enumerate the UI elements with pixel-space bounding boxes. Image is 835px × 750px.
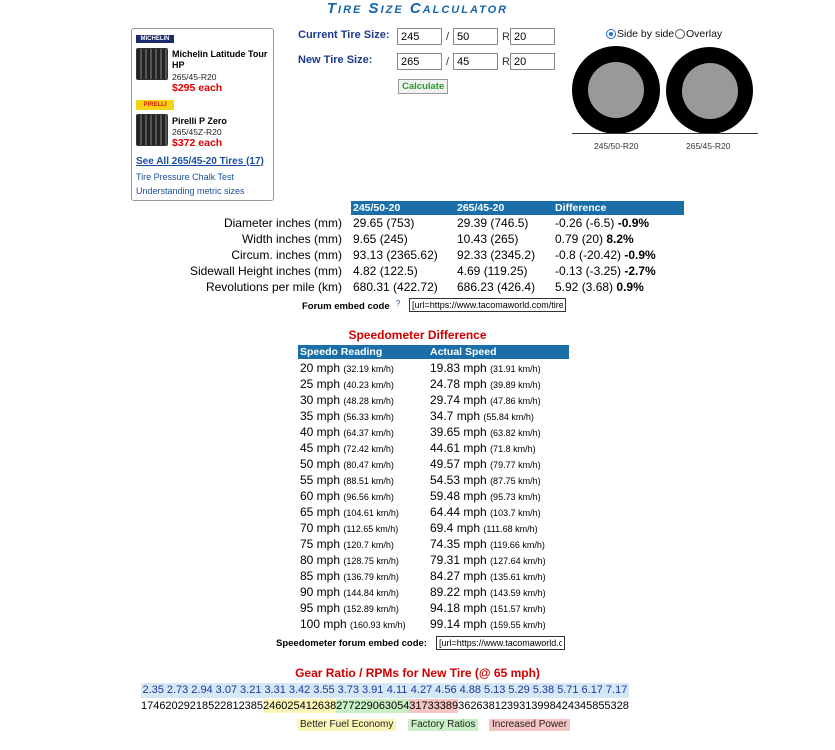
reading-kmh: (48.28 km/h) (343, 396, 394, 406)
difference-percent: 0.9% (616, 280, 644, 294)
reading-mph: 80 mph (300, 553, 341, 567)
reading-mph: 75 mph (300, 537, 341, 551)
reading-mph: 40 mph (300, 425, 341, 439)
actual-speed (430, 552, 546, 569)
actual-kmh: (31.91 km/h) (490, 364, 541, 374)
rpm-cell: 3931 (506, 700, 532, 712)
actual-kmh: (95.73 km/h) (490, 492, 541, 502)
row-label: Sidewall Height inches (mm) (189, 264, 342, 278)
reading-kmh: (88.51 km/h) (343, 476, 394, 486)
rpm-cell: 2281 (214, 700, 239, 712)
rpm-cell: 2385 (238, 700, 264, 712)
actual-mph: 69.4 mph (430, 521, 481, 535)
gear-ratio-cell: 5.71 (557, 684, 579, 696)
tire-comparison-visual (572, 44, 758, 158)
gear-ratio-title: Gear Ratio / RPMs for New Tire (@ 65 mph) (295, 666, 540, 680)
difference-percent: -2.7% (624, 264, 656, 278)
rpm-cell: 2185 (189, 700, 215, 712)
rpm-cell: 3998 (531, 700, 556, 712)
new-value: 29.39 (746.5) (457, 216, 529, 230)
speedo-reading (300, 552, 399, 569)
page-title: Tire Size Calculator (326, 0, 509, 17)
rpm-cell: 3812 (482, 700, 507, 712)
difference-percent: -0.9% (617, 216, 650, 230)
actual-mph: 79.31 mph (430, 553, 487, 567)
rpm-cell: 2541 (287, 700, 312, 712)
difference-amount: 0.79 (20) (555, 232, 604, 246)
reading-kmh: (136.79 km/h) (343, 572, 399, 582)
product-name[interactable]: Michelin Latitude Tour HP (172, 49, 268, 70)
gear-ratio-cell: 3.55 (313, 684, 335, 696)
current-value: 9.65 (245) (353, 232, 408, 246)
row-label: Width inches (mm) (241, 232, 342, 246)
new-rim-input[interactable] (510, 53, 555, 70)
new-value: 10.43 (265) (457, 232, 519, 246)
rpm-cell: 3054 (384, 700, 410, 712)
actual-mph: 64.44 mph (430, 505, 487, 519)
rpm-cell: 5328 (604, 700, 629, 712)
actual-mph: 34.7 mph (430, 409, 481, 423)
gear-ratio-cell: 4.88 (459, 684, 481, 696)
new-rim-shape (682, 63, 738, 119)
reading-kmh: (160.93 km/h) (350, 620, 406, 630)
reading-kmh: (96.56 km/h) (343, 492, 394, 502)
rpm-cell: 1746 (141, 700, 166, 712)
rpm-row (141, 699, 629, 713)
comparison-table-header (351, 201, 684, 215)
reading-mph: 95 mph (300, 601, 341, 615)
speedo-reading (300, 536, 394, 553)
speedo-reading (300, 600, 399, 617)
difference-amount: -0.8 (-20.42) (555, 248, 622, 262)
rpm-cell: 2460 (262, 700, 288, 712)
legend-factory-ratios: Factory Ratios (408, 719, 478, 731)
rpm-cell: 3173 (409, 700, 434, 712)
new-width-input[interactable] (397, 53, 442, 70)
actual-kmh: (159.55 km/h) (490, 620, 546, 630)
slash-separator: / (446, 31, 450, 43)
col-header-speedo: Speedo Reading (300, 346, 383, 358)
actual-mph: 84.27 mph (430, 569, 487, 583)
reading-kmh: (144.84 km/h) (343, 588, 399, 598)
speedo-reading (300, 616, 406, 633)
actual-kmh: (151.57 km/h) (490, 604, 546, 614)
product-name[interactable]: Pirelli P Zero (172, 116, 227, 126)
actual-kmh: (135.61 km/h) (490, 572, 546, 582)
actual-speed (430, 584, 546, 601)
speedo-reading (300, 520, 398, 537)
difference-percent: 8.2% (606, 232, 634, 246)
current-rim-shape (588, 62, 644, 118)
actual-speed (430, 600, 546, 617)
actual-mph: 54.53 mph (430, 473, 487, 487)
current-value: 680.31 (422.72) (353, 280, 438, 294)
product-sidebar (131, 28, 274, 201)
overlay-radio[interactable] (675, 28, 722, 40)
actual-mph: 74.35 mph (430, 537, 487, 551)
rpm-cell: 2772 (336, 700, 361, 712)
gear-ratio-cell: 2.94 (191, 684, 213, 696)
speedo-reading (300, 456, 394, 473)
difference-value (555, 279, 644, 295)
actual-mph: 94.18 mph (430, 601, 487, 615)
new-tire-caption: 265/45-R20 (686, 141, 731, 151)
side-by-side-radio[interactable] (606, 28, 674, 40)
rim-r-label: R (502, 31, 510, 43)
gear-ratio-cell: 3.21 (240, 684, 262, 696)
actual-speed (430, 488, 541, 505)
gear-ratio-cell: 3.91 (362, 684, 384, 696)
speedo-reading (300, 504, 399, 521)
gear-ratio-cell: 3.42 (288, 684, 311, 696)
speedo-reading (300, 392, 394, 409)
speedo-reading (300, 424, 394, 441)
actual-kmh: (79.77 km/h) (490, 460, 541, 470)
speedo-reading (300, 488, 394, 505)
actual-speed (430, 536, 545, 553)
forum-embed-input[interactable] (409, 298, 566, 312)
gear-ratio-cell: 4.11 (386, 684, 408, 696)
row-label: Revolutions per mile (km) (205, 280, 342, 294)
speedo-reading (300, 568, 399, 585)
reading-kmh: (120.7 km/h) (343, 540, 394, 550)
actual-kmh: (111.68 km/h) (483, 524, 538, 534)
rpm-cell: 2906 (360, 700, 385, 712)
actual-mph: 44.61 mph (430, 441, 487, 455)
current-tire-label: Current Tire Size: (298, 29, 390, 41)
actual-speed (430, 360, 541, 377)
product-price: $372 each (172, 137, 223, 149)
actual-mph: 29.74 mph (430, 393, 487, 407)
rpm-cell: 4585 (580, 700, 605, 712)
col-header-new: 265/45-20 (457, 202, 505, 214)
actual-kmh: (55.84 km/h) (483, 412, 534, 422)
new-aspect-input[interactable] (453, 53, 498, 70)
gear-ratio-cell: 3.07 (215, 684, 238, 696)
difference-percent: -0.9% (624, 248, 656, 262)
rpm-cell: 2638 (311, 700, 337, 712)
difference-value (555, 231, 634, 247)
gear-ratio-cell: 4.27 (410, 684, 433, 696)
current-width-input[interactable] (397, 28, 442, 45)
gear-ratio-cell: 3.73 (337, 684, 360, 696)
reading-kmh: (64.37 km/h) (343, 428, 394, 438)
gear-ratio-cell: 5.13 (483, 684, 506, 696)
reading-kmh: (112.65 km/h) (343, 524, 399, 534)
current-rim-input[interactable] (510, 28, 555, 45)
current-tire-caption: 245/50-R20 (594, 141, 639, 151)
tire-thumbnail-image[interactable] (136, 48, 168, 80)
pirelli-logo: PIRELLI (136, 100, 174, 110)
gear-ratio-cell: 2.73 (166, 684, 189, 696)
reading-kmh: (32.19 km/h) (343, 364, 394, 374)
new-value: 92.33 (2345.2) (457, 248, 536, 262)
actual-speed (430, 520, 538, 537)
actual-mph: 89.22 mph (430, 585, 487, 599)
speedo-table-header (298, 345, 569, 359)
metric-sizes-link[interactable]: Understanding metric sizes (136, 186, 245, 196)
reading-mph: 65 mph (300, 505, 341, 519)
forum-embed-label: Forum embed code (302, 301, 390, 312)
side-by-side-label: Side by side (617, 28, 675, 40)
actual-mph: 59.48 mph (430, 489, 487, 503)
radio-unselected-icon[interactable] (675, 29, 685, 39)
calculate-button[interactable]: Calculate (398, 79, 448, 94)
speedo-reading (300, 472, 394, 489)
gear-ratio-cell: 5.29 (508, 684, 530, 696)
gear-ratio-row (141, 683, 629, 698)
actual-speed (430, 424, 541, 441)
actual-kmh: (47.86 km/h) (490, 396, 541, 406)
gear-ratio-cell: 2.35 (142, 684, 164, 696)
speedo-embed-label: Speedometer forum embed code: (276, 638, 427, 649)
reading-kmh: (80.47 km/h) (343, 460, 394, 470)
new-tire-label: New Tire Size: (298, 54, 373, 66)
actual-mph: 39.65 mph (430, 425, 487, 439)
speedo-reading (300, 376, 394, 393)
reading-kmh: (72.42 km/h) (343, 444, 394, 454)
actual-kmh: (127.64 km/h) (490, 556, 546, 566)
rpm-cell: 3389 (433, 700, 459, 712)
gear-ratio-cell: 7.17 (605, 684, 628, 696)
michelin-logo: MICHELIN (136, 35, 174, 43)
reading-mph: 25 mph (300, 377, 341, 391)
new-value: 686.23 (426.4) (457, 280, 536, 294)
actual-kmh: (63.82 km/h) (490, 428, 541, 438)
actual-speed (430, 616, 546, 633)
product-size: 265/45-R20 (172, 72, 217, 82)
current-aspect-input[interactable] (453, 28, 498, 45)
actual-mph: 24.78 mph (430, 377, 487, 391)
legend-increased-power: Increased Power (489, 719, 570, 731)
actual-speed (430, 456, 541, 473)
legend-fuel-economy: Better Fuel Economy (297, 719, 396, 731)
actual-kmh: (143.59 km/h) (490, 588, 546, 598)
help-icon[interactable]: ? (396, 299, 401, 308)
actual-mph: 19.83 mph (430, 361, 487, 375)
reading-kmh: (104.61 km/h) (343, 508, 399, 518)
col-header-actual: Actual Speed (430, 346, 497, 358)
reading-mph: 90 mph (300, 585, 341, 599)
row-label: Circum. inches (mm) (231, 248, 342, 262)
radio-selected-icon[interactable] (606, 29, 616, 39)
rim-r-label: R (502, 56, 510, 68)
reading-mph: 30 mph (300, 393, 341, 407)
difference-value (555, 215, 649, 231)
row-label: Diameter inches (mm) (223, 216, 342, 230)
reading-mph: 20 mph (300, 361, 341, 375)
reading-kmh: (56.33 km/h) (343, 412, 394, 422)
speedo-reading (300, 408, 394, 425)
reading-kmh: (40.23 km/h) (343, 380, 394, 390)
actual-kmh: (39.89 km/h) (490, 380, 541, 390)
actual-speed (430, 376, 541, 393)
actual-kmh: (119.66 km/h) (490, 540, 545, 550)
reading-mph: 35 mph (300, 409, 341, 423)
reading-mph: 50 mph (300, 457, 341, 471)
reading-kmh: (152.89 km/h) (343, 604, 399, 614)
gear-ratio-cell: 3.31 (264, 684, 286, 696)
slash-separator: / (446, 56, 450, 68)
gear-ratio-cell: 6.17 (581, 684, 603, 696)
reading-mph: 85 mph (300, 569, 341, 583)
reading-mph: 45 mph (300, 441, 341, 455)
reading-kmh: (128.75 km/h) (343, 556, 399, 566)
current-value: 93.13 (2365.62) (353, 248, 438, 262)
rpm-cell: 4243 (555, 700, 581, 712)
speedo-reading (300, 360, 394, 377)
actual-speed (430, 408, 534, 425)
col-header-difference: Difference (555, 202, 607, 214)
reading-mph: 70 mph (300, 521, 341, 535)
tire-pressure-link[interactable]: Tire Pressure Chalk Test (136, 172, 235, 182)
reading-mph: 55 mph (300, 473, 341, 487)
current-value: 4.82 (122.5) (353, 264, 418, 278)
speedo-reading (300, 584, 399, 601)
gear-ratio-cell: 5.38 (532, 684, 555, 696)
actual-kmh: (87.75 km/h) (490, 476, 541, 486)
actual-speed (430, 568, 546, 585)
new-value: 4.69 (119.25) (457, 264, 528, 278)
actual-mph: 99.14 mph (430, 617, 487, 631)
see-all-tires-link[interactable]: See All 265/45-20 Tires (17) (136, 156, 264, 167)
actual-speed (430, 472, 541, 489)
reading-mph: 100 mph (300, 617, 347, 631)
gear-ratio-cell: 4.56 (435, 684, 457, 696)
rpm-cell: 3626 (458, 700, 483, 712)
ground-line (572, 133, 758, 134)
difference-amount: -0.26 (-6.5) (555, 216, 615, 230)
current-value: 29.65 (753) (353, 216, 415, 230)
difference-value (555, 263, 656, 279)
speedometer-title: Speedometer Difference (348, 328, 487, 342)
col-header-current: 245/50-20 (353, 202, 401, 214)
actual-speed (430, 504, 541, 521)
difference-amount: 5.92 (3.68) (555, 280, 614, 294)
difference-amount: -0.13 (-3.25) (555, 264, 622, 278)
overlay-label: Overlay (686, 28, 723, 40)
actual-kmh: (103.7 km/h) (490, 508, 541, 518)
reading-mph: 60 mph (300, 489, 341, 503)
product-size: 265/45Z-R20 (172, 127, 222, 137)
actual-mph: 49.57 mph (430, 457, 487, 471)
actual-speed (430, 392, 541, 409)
rpm-cell: 2029 (165, 700, 190, 712)
speedo-embed-input[interactable] (436, 636, 565, 650)
actual-kmh: (71.8 km/h) (490, 444, 536, 454)
difference-value (555, 247, 656, 263)
product-price: $295 each (172, 82, 223, 94)
tire-thumbnail-image[interactable] (136, 114, 168, 146)
actual-speed (430, 440, 536, 457)
speedo-reading (300, 440, 394, 457)
